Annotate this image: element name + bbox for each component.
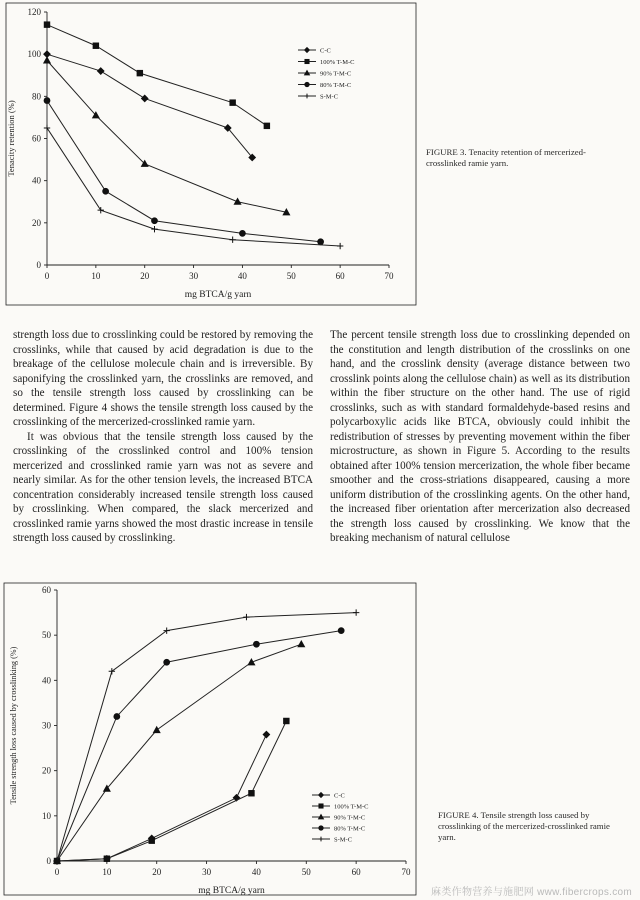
- x-axis-label: mg BTCA/g yarn: [198, 886, 265, 896]
- chart-series: [44, 22, 344, 249]
- y-tick-label: 30: [42, 720, 51, 731]
- series-line: [47, 25, 267, 126]
- y-tick-label: 80: [32, 91, 41, 102]
- y-tick-label: 20: [42, 765, 51, 776]
- x-tick-label: 50: [301, 867, 311, 877]
- y-tick-label: 60: [32, 133, 41, 144]
- paragraph: strength loss due to crosslinking could be restored by removing the crosslinks, while that caused by acid degradation is due to the breakage of the cellulose molecule chain and is irreversible. By saponifying the crosslinked yarn, the crosslinks are removed, and so the tensile strength loss caused by crosslinking can be determined. Figure 4 shows the tensile strength loss caused by the crosslinking of the mercerized-crosslinked ramie yarn.: [13, 329, 313, 428]
- y-tick-label: 100: [27, 49, 41, 60]
- series-line: [47, 54, 252, 157]
- x-tick-label: 60: [351, 867, 361, 877]
- body-left-column: [13, 328, 313, 546]
- x-tick-label: 10: [102, 867, 112, 877]
- y-axis-label: Tensile strength loss caused by crosslinking (%): [9, 646, 18, 805]
- data-point: [298, 641, 304, 647]
- data-point: [243, 614, 249, 620]
- series-line: [47, 101, 321, 242]
- y-tick-label: 0: [46, 856, 51, 866]
- data-point: [98, 68, 104, 74]
- x-tick-label: 20: [140, 271, 150, 281]
- paragraph: The percent tensile strength loss due to crosslinking depended on the constitution and length distribution of the crosslinks on one hand, and the crosslink density (average distance between two crosslink points along the cellulose chain) as well as its distribution within the fiber structure on the other hand. The use of rigid crosslinks, such as with standard formaldehyde-based resins and polycarboxylic acids like BTCA, obviously could inhibit the redistribution of stresses by preventing movement within the fiber microstructure, as shown in Figure 5. According to the results obtained after 100% tension mercerization, the whole fiber became smoother and the cross-striations disappeared, causing a more uniform distribution of the crosslinking agents. On the other hand, the increased fiber orientation after mercerization also decreased the strength loss caused by crosslinking. We know that the breaking mechanism of natural cellulose: [330, 329, 630, 544]
- y-tick-label: 40: [42, 675, 51, 686]
- data-point: [44, 98, 50, 104]
- legend-label: 80% T-M-C: [320, 82, 352, 89]
- series-line: [47, 60, 286, 212]
- chart-series: [54, 609, 360, 864]
- x-tick-label: 0: [54, 867, 60, 877]
- data-point: [240, 230, 246, 236]
- legend-marker: [305, 71, 310, 75]
- data-point: [44, 22, 49, 27]
- y-tick-label: 60: [42, 585, 51, 595]
- legend-marker: [305, 48, 310, 53]
- legend-label: 100% T-M-C: [320, 59, 355, 66]
- legend-marker: [319, 826, 323, 830]
- data-point: [338, 628, 344, 634]
- data-point: [230, 100, 235, 105]
- chart-legend: [298, 48, 355, 101]
- legend-marker: [305, 82, 309, 86]
- data-point: [44, 57, 50, 63]
- x-tick-label: 40: [251, 867, 261, 877]
- y-tick-label: 0: [36, 260, 41, 270]
- watermark: 麻类作物营养与施肥网 www.fibercrops.com: [431, 887, 632, 898]
- x-tick-label: 70: [384, 271, 394, 281]
- data-point: [151, 226, 157, 232]
- x-axis-label: mg BTCA/g yarn: [184, 290, 252, 300]
- figure-3-chart: [0, 0, 420, 310]
- legend-label: 100% T-M-C: [334, 803, 369, 811]
- legend-marker: [319, 815, 324, 819]
- data-point: [229, 237, 235, 243]
- data-point: [137, 70, 142, 75]
- data-point: [337, 243, 343, 249]
- chart-legend: [312, 793, 369, 844]
- x-tick-label: 30: [189, 271, 199, 281]
- data-point: [44, 125, 50, 131]
- data-point: [142, 95, 148, 101]
- data-point: [234, 199, 240, 205]
- x-tick-label: 20: [152, 867, 162, 877]
- x-tick-label: 30: [202, 867, 212, 877]
- x-tick-label: 50: [286, 271, 296, 281]
- x-tick-label: 0: [44, 271, 50, 281]
- y-tick-label: 50: [42, 630, 51, 641]
- data-point: [318, 239, 324, 245]
- series-line: [57, 631, 341, 861]
- legend-label: 90% T-M-C: [334, 814, 366, 822]
- data-point: [284, 718, 289, 723]
- y-axis-label: Tenacity retention (%): [6, 100, 16, 177]
- series-line: [57, 613, 356, 861]
- legend-marker: [319, 837, 324, 842]
- data-point: [249, 791, 254, 796]
- legend-label: 80% T-M-C: [334, 825, 366, 833]
- legend-marker: [305, 59, 309, 63]
- data-point: [104, 856, 109, 861]
- figure-4-caption: FIGURE 4. Tensile strength loss caused by crosslinking of the mercerized-crosslinked ramie yarn.: [438, 810, 610, 842]
- body-right-column: [330, 328, 630, 546]
- data-point: [164, 659, 170, 665]
- legend-marker: [319, 804, 323, 808]
- data-point: [93, 43, 98, 48]
- x-tick-label: 70: [401, 867, 411, 877]
- y-tick-label: 40: [32, 175, 41, 186]
- data-point: [103, 188, 109, 194]
- legend-marker: [319, 793, 324, 798]
- chart-axes: [42, 585, 411, 877]
- chart-axes: [28, 7, 395, 281]
- y-tick-label: 120: [27, 7, 41, 17]
- data-point: [254, 641, 260, 647]
- figure-border: [6, 3, 416, 305]
- legend-label: C-C: [320, 47, 331, 55]
- data-point: [98, 207, 104, 213]
- legend-marker: [305, 94, 310, 99]
- data-point: [264, 123, 269, 128]
- data-point: [114, 714, 120, 720]
- paragraph: It was obvious that the tensile strength loss caused by the crosslinking of the crosslinked control and 100% tension mercerized and crosslinked ramie yarn was not as severe and nearly similar. As for the other tension levels, the increased BTCA concentration considerably increased tensile strength loss caused by crosslinking. When compared, the slack mercerized and crosslinked ramie yarns showed the most drastic increase in tensile strength loss caused by crosslinking.: [13, 430, 313, 544]
- figure-3-caption: FIGURE 3. Tenacity retention of mercerized-crosslinked ramie yarn.: [426, 147, 586, 168]
- legend-label: C-C: [334, 792, 345, 800]
- x-tick-label: 10: [91, 271, 101, 281]
- legend-label: 90% T-M-C: [320, 70, 352, 78]
- series-line: [57, 644, 301, 861]
- data-point: [353, 609, 359, 615]
- legend-label: S-M-C: [334, 836, 353, 844]
- y-tick-label: 10: [42, 810, 51, 821]
- chart-frame: [6, 3, 416, 305]
- legend-label: S-M-C: [320, 93, 339, 101]
- figure-4-chart: [0, 580, 420, 898]
- data-point: [152, 218, 158, 224]
- y-tick-label: 20: [32, 217, 41, 228]
- data-point: [154, 727, 160, 733]
- x-tick-label: 40: [237, 271, 247, 281]
- series-line: [47, 128, 340, 246]
- data-point: [263, 731, 269, 737]
- x-tick-label: 60: [335, 271, 345, 281]
- data-point: [149, 838, 154, 843]
